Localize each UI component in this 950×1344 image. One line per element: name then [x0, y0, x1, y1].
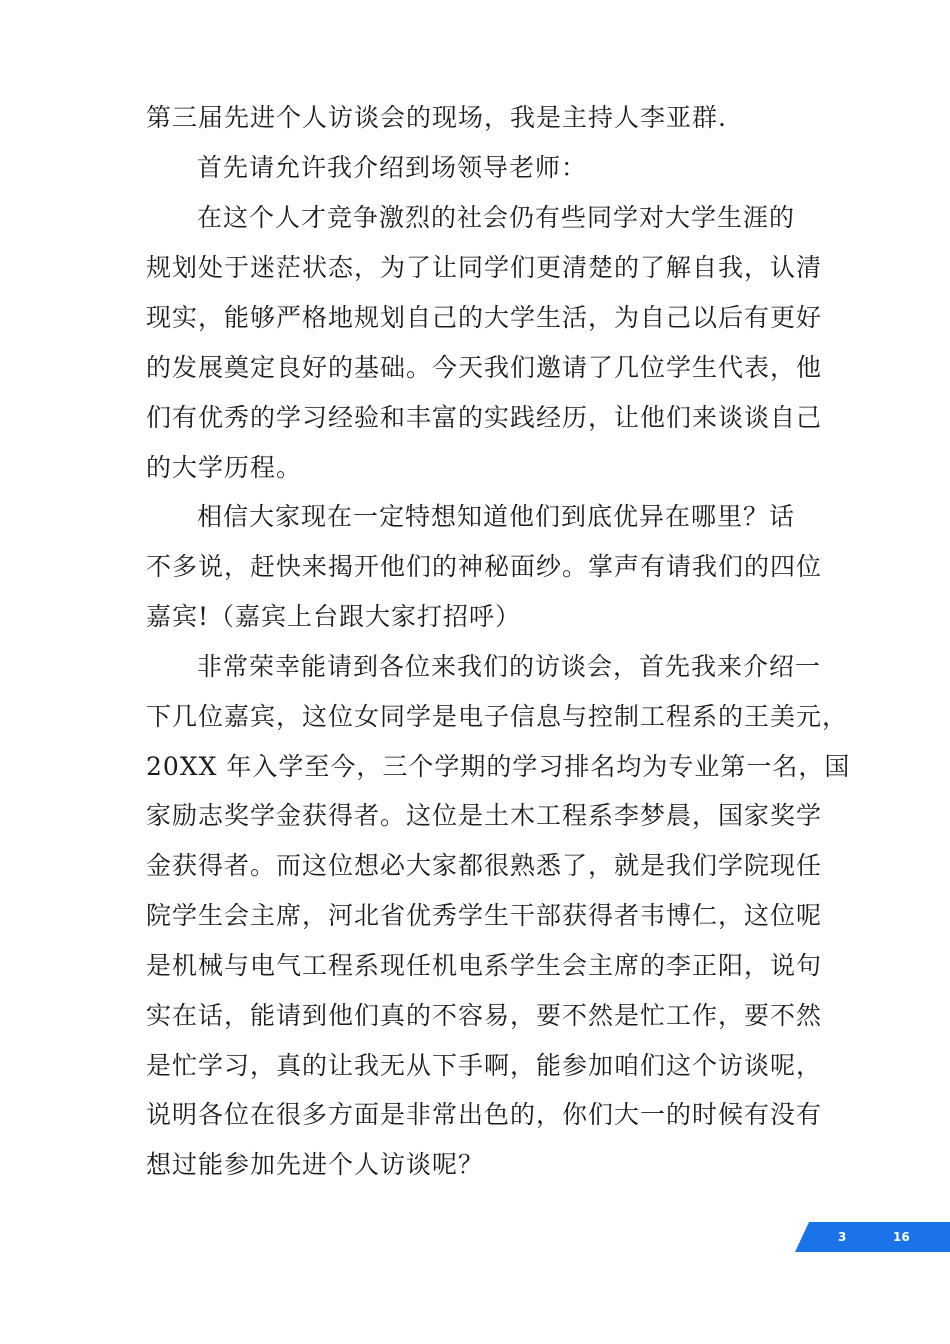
page-number-bar-shape	[795, 1222, 950, 1252]
text-line: 非常荣幸能请到各位来我们的访谈会，首先我来介绍一	[197, 652, 822, 681]
total-pages-number: 16	[893, 1230, 910, 1244]
text-line: 家励志奖学金获得者。这位是土木工程系李梦晨，国家奖学	[146, 801, 823, 830]
text-line: 是机械与电气工程系现任机电系学生会主席的李正阳，说句	[146, 951, 823, 980]
text-line: 实在话，能请到他们真的不容易，要不然是忙工作，要不然	[146, 1001, 823, 1030]
text-line: 的发展奠定良好的基础。今天我们邀请了几位学生代表，他	[146, 353, 823, 382]
current-page-number: 3	[838, 1230, 847, 1244]
text-line: 相信大家现在一定特想知道他们到底优异在哪里？话	[197, 502, 796, 531]
page-number-bar	[795, 1222, 950, 1252]
text-line: 在这个人才竞争激烈的社会仍有些同学对大学生涯的	[197, 203, 796, 232]
text-line: 是忙学习，真的让我无从下手啊，能参加咱们这个访谈呢，	[146, 1051, 823, 1080]
text-line: 说明各位在很多方面是非常出色的，你们大一的时候有没有	[146, 1100, 823, 1129]
text-line: 院学生会主席，河北省优秀学生干部获得者韦博仁，这位呢	[146, 901, 823, 930]
text-line: 的大学历程。	[146, 453, 303, 482]
text-line: 不多说，赶快来揭开他们的神秘面纱。掌声有请我们的四位	[146, 552, 823, 581]
text-line: 规划处于迷茫状态，为了让同学们更清楚的了解自我，认清	[146, 253, 823, 282]
text-line: 首先请允许我介绍到场领导老师：	[197, 153, 588, 182]
text-line: 想过能参加先进个人访谈呢？	[146, 1150, 485, 1179]
text-line: 第三届先进个人访谈会的现场，我是主持人李亚群.	[146, 103, 727, 132]
text-line: 们有优秀的学习经验和丰富的实践经历，让他们来谈谈自己	[146, 403, 823, 432]
text-line: 下几位嘉宾，这位女同学是电子信息与控制工程系的王美元，	[146, 702, 849, 731]
text-line: 20XX 年入学至今，三个学期的学习排名均为专业第一名，国	[146, 752, 851, 781]
text-line: 嘉宾!（嘉宾上台跟大家打招呼）	[146, 602, 522, 631]
text-line: 现实，能够严格地规划自己的大学生活，为自己以后有更好	[146, 303, 823, 332]
text-line: 金获得者。而这位想必大家都很熟悉了，就是我们学院现任	[146, 851, 823, 880]
